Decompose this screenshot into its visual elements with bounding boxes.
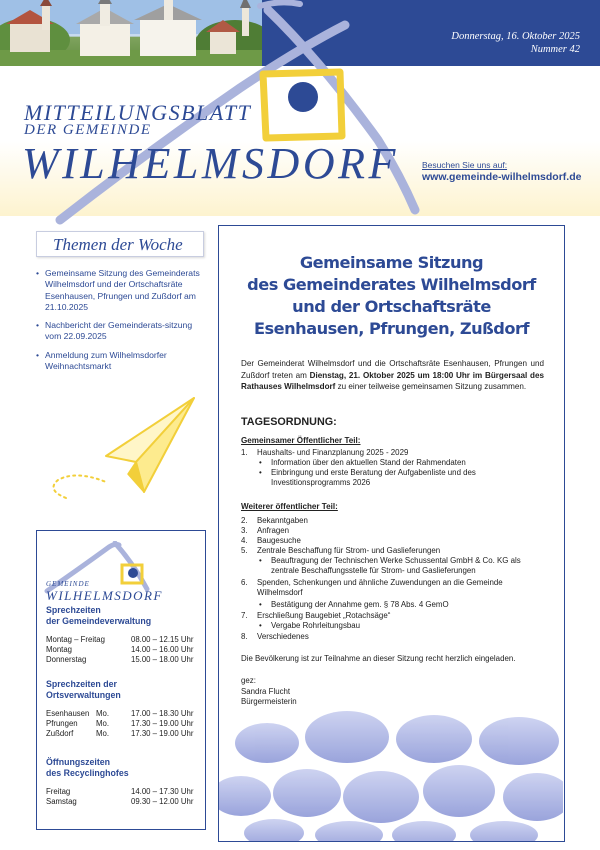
intro-date-location: Dienstag, 21. Oktober 2025 um 18:00 Uhr im Bürgersaal des Rathauses Wilhelmsdorf (241, 370, 544, 391)
agenda-text: Einbringung und erste Beratung der Aufgabenliste und des Investitionsprogramms 2026 (271, 468, 476, 487)
heading-line: Ortsverwaltungen (46, 690, 121, 700)
issue-number: Nummer 42 (530, 44, 580, 55)
hours-day: Montag – Freitag (46, 635, 105, 644)
website-link[interactable]: www.gemeinde-wilhelmsdorf.de (422, 171, 582, 183)
themen-title: Themen der Woche (53, 235, 183, 254)
bullet: • (259, 600, 262, 609)
article-title (219, 252, 564, 340)
paper-plane-icon (36, 390, 206, 510)
further-part-heading: Weiterer öffentlicher Teil: (241, 502, 338, 511)
intro-text: Der Gemeinderat Wilhelmsdorf und die Ortschaftsräte Esenhausen, Pfrungen und Zußdorf treten am (241, 359, 544, 380)
themen-item[interactable]: • Gemeinsame Sitzung des Gemeinderats Wilhelmsdorf und der Ortschaftsräte Esenhausen, Pfrungen und Zußdorf am 21.10.2025 (36, 268, 208, 313)
section-heading-local-offices (46, 679, 121, 701)
themen-list (36, 268, 208, 379)
bullet: • (259, 468, 262, 477)
logo-line-1: GEMEINDE (46, 580, 90, 588)
office-hours-box (36, 530, 206, 830)
agenda-number: 4. (241, 536, 248, 545)
heading-line: Sprechzeiten (46, 605, 101, 615)
public-part-heading: Gemeinsamer Öffentlicher Teil: (241, 436, 361, 445)
heading-line: des Recyclinghofes (46, 768, 129, 778)
agenda-text: Haushalts- und Finanzplanung 2025 - 2029 (257, 448, 409, 457)
agenda-text: Verschiedenes (257, 632, 309, 641)
hours-time: 14.00 – 16.00 Uhr (131, 645, 194, 654)
hours-day: Donnerstag (46, 655, 87, 664)
section-heading-recycling (46, 757, 129, 779)
agenda-text: Information über den aktuellen Stand der Rahmendaten (271, 458, 466, 467)
hours-day: Esenhausen (46, 709, 90, 718)
agenda-text: Anfragen (257, 526, 290, 535)
agenda-number: 5. (241, 546, 248, 555)
masthead-title: WILHELMSDORF (22, 139, 399, 188)
invitation-text: Die Bevölkerung ist zur Teilnahme an dieser Sitzung recht herzlich eingeladen. (241, 654, 516, 663)
hours-day: Zußdorf (46, 729, 74, 738)
themen-item[interactable]: • Nachbericht der Gemeinderats-sitzung vom 22.09.2025 (36, 320, 208, 343)
title-line: Gemeinsame Sitzung (299, 253, 484, 272)
signatory-name: Sandra Flucht (241, 687, 291, 696)
agenda-text: Erschließung Baugebiet „Rotachsäge“ (257, 611, 391, 620)
agenda-text: Baugesuche (257, 536, 301, 545)
hours-day: Samstag (46, 797, 77, 806)
hours-time: 15.00 – 18.00 Uhr (131, 655, 194, 664)
hours-time: 17.00 – 18.30 Uhr (131, 709, 194, 718)
heading-line: der Gemeindeverwaltung (46, 616, 152, 626)
bullet: • (259, 621, 262, 630)
hours-weekday: Mo. (96, 709, 109, 718)
agenda-number: 2. (241, 516, 248, 525)
main-article (218, 225, 565, 842)
hours-time: 14.00 – 17.30 Uhr (131, 787, 194, 796)
section-heading-administration (46, 605, 151, 627)
article-intro (241, 358, 544, 393)
masthead-line-1: MITTEILUNGSBLATT (24, 100, 252, 125)
hours-day: Pfrungen (46, 719, 78, 728)
agenda-number: 3. (241, 526, 248, 535)
agenda-text: Zentrale Beschaffung für Strom- und Gaslieferungen (257, 546, 441, 555)
agenda-text: Bekanntgaben (257, 516, 308, 525)
speech-bubbles-graphic (219, 701, 563, 841)
agenda-number: 1. (241, 448, 248, 457)
agenda-heading: TAGESORDNUNG: (241, 416, 337, 428)
logo-line-2: WILHELMSDORF (46, 588, 163, 603)
masthead-line-2: DER GEMEINDE (24, 122, 152, 138)
title-line: und der Ortschaftsräte (292, 297, 491, 316)
heading-line: Sprechzeiten der (46, 679, 117, 689)
issue-date: Donnerstag, 16. Oktober 2025 (451, 31, 580, 42)
hours-time: 17.30 – 19.00 Uhr (131, 729, 194, 738)
title-line: des Gemeinderates Wilhelmsdorf (247, 275, 536, 294)
hours-time: 08.00 – 12.15 Uhr (131, 635, 194, 644)
agenda-number: 7. (241, 611, 248, 620)
bullet: • (259, 556, 262, 565)
agenda-number: 8. (241, 632, 248, 641)
agenda-text: Bestätigung der Annahme gem. § 78 Abs. 4 GemO (271, 600, 449, 609)
visit-label: Besuchen Sie uns auf: (422, 160, 508, 170)
agenda-number: 6. (241, 578, 248, 587)
hours-weekday: Mo. (96, 719, 109, 728)
bullet: • (259, 458, 262, 467)
hours-time: 17.30 – 19.00 Uhr (131, 719, 194, 728)
themen-item[interactable]: • Anmeldung zum Wilhelmsdorfer Weihnachtsmarkt (36, 350, 208, 373)
agenda-text: Vergabe Rohrleitungsbau (271, 621, 361, 630)
hours-time: 09.30 – 12.00 Uhr (131, 797, 194, 806)
agenda-text: Beauftragung der Technischen Werke Schussental GmbH & Co. KG als zentrale Beschaffungsstelle für Strom- und Gaslieferungen (271, 556, 521, 575)
hours-weekday: Mo. (96, 729, 109, 738)
heading-line: Öffnungszeiten (46, 757, 111, 767)
intro-text: zu einer teilweise gemeinsamen Sitzung zusammen. (335, 382, 527, 391)
hours-day: Freitag (46, 787, 71, 796)
hours-day: Montag (46, 645, 73, 654)
title-line: Esenhausen, Pfrungen, Zußdorf (253, 319, 530, 338)
agenda-text: Spenden, Schenkungen und ähnliche Zuwendungen an die Gemeinde Wilhelmsdorf (257, 578, 503, 597)
signatory-role: Bürgermeisterin (241, 697, 297, 706)
themen-header-box (36, 231, 204, 257)
signature-prefix: gez: (241, 676, 256, 685)
